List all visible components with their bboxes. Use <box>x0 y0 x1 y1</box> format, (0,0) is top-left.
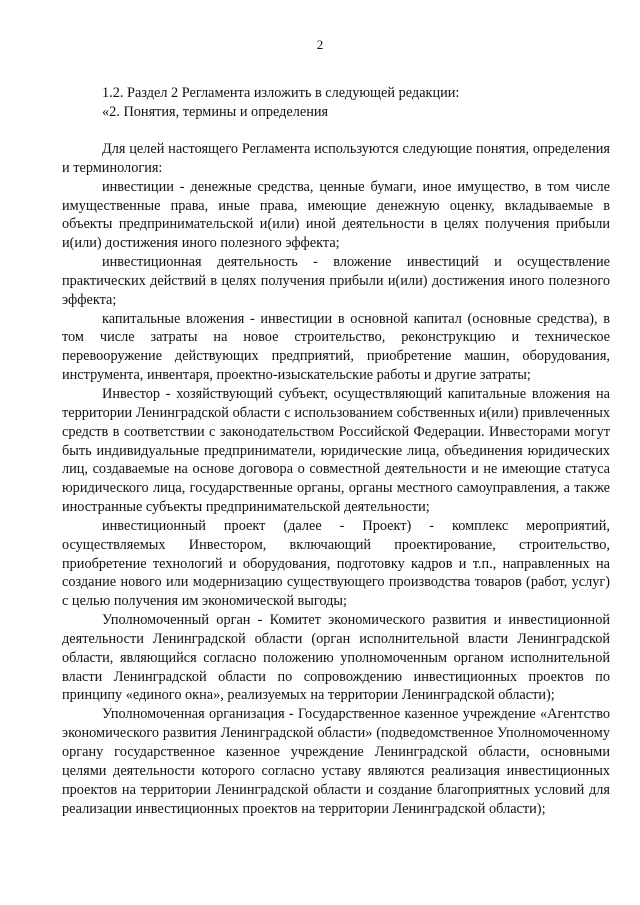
definitions-preamble: Для целей настоящего Регламента используются следующие понятия, определения и терминология: <box>62 141 610 176</box>
page-number: 2 <box>316 37 324 52</box>
definitions-body <box>62 140 610 818</box>
section-heading: «2. Понятия, термины и определения <box>102 103 329 120</box>
amendment-instruction: 1.2. Раздел 2 Регламента изложить в следующей редакции: <box>102 85 460 101</box>
definition-investments: инвестиции - денежные средства, ценные бумаги, иное имущество, в том числе имущественные права, иные права, имеющие денежную оценку, вкладываемые в объекты предпринимательской и(или) иной деятельности в целях получения прибыли и(или) достижения иного полезного эффекта; <box>62 178 610 252</box>
definition-investment-activity: инвестиционная деятельность - вложение инвестиций и осуществление практических действий в целях получения прибыли и(или) достижения иного полезного эффекта; <box>62 254 610 308</box>
definition-authorized-organization: Уполномоченная организация - Государственное казенное учреждение «Агентство экономического развития Ленинградской области» (подведомственное Уполномоченному органу государственное казенное учреждение Ленинградской области, основными целями деятельности которого согласно уставу являются реализация инвестиционных проектов на территории Ленинградской области и создание благоприятных условий для реализации инвестиционных проектов на территории Ленинградской области); <box>62 706 610 817</box>
definition-capital-investments: капитальные вложения - инвестиции в основной капитал (основные средства), в том числе затраты на новое строительство, реконструкцию и техническое перевооружение действующих предприятий, приобретение машин, оборудования, инструмента, инвентаря, проектно-изыскательские работы и другие затраты; <box>62 310 610 384</box>
definition-investment-project: инвестиционный проект (далее - Проект) - комплекс мероприятий, осуществляемых Инвестором, включающий проектирование, строительство, приобретение технологий и оборудования, подготовку кадров и т.п., направленных на создание нового или модернизацию существующего производства товаров (работ, услуг) с целью получения им экономической выгоды; <box>62 517 610 610</box>
definition-investor: Инвестор - хозяйствующий субъект, осуществляющий капитальные вложения на территории Ленинградской области с использованием собственных и(или) привлеченных средств в соответствии с законодательством Российской Федерации. Инвесторами могут быть индивидуальные предприниматели, юридические лица, объединения юридических лиц, создаваемые на основе договора о совместной деятельности и не имеющие статуса юридического лица, государственные органы, органы местного самоуправления, а также иностранные субъекты предпринимательской деятельности; <box>62 385 610 516</box>
definition-authorized-body: Уполномоченный орган - Комитет экономического развития и инвестиционной деятельности Ленинградской области (орган исполнительной власти Ленинградской области, являющийся согласно положению уполномоченным органом исполнительной власти Ленинградской области по сопровождению инвестиционных проектов по принципу «единого окна», реализуемых на территории Ленинградской области); <box>62 612 610 704</box>
amendment-intro <box>62 84 610 122</box>
